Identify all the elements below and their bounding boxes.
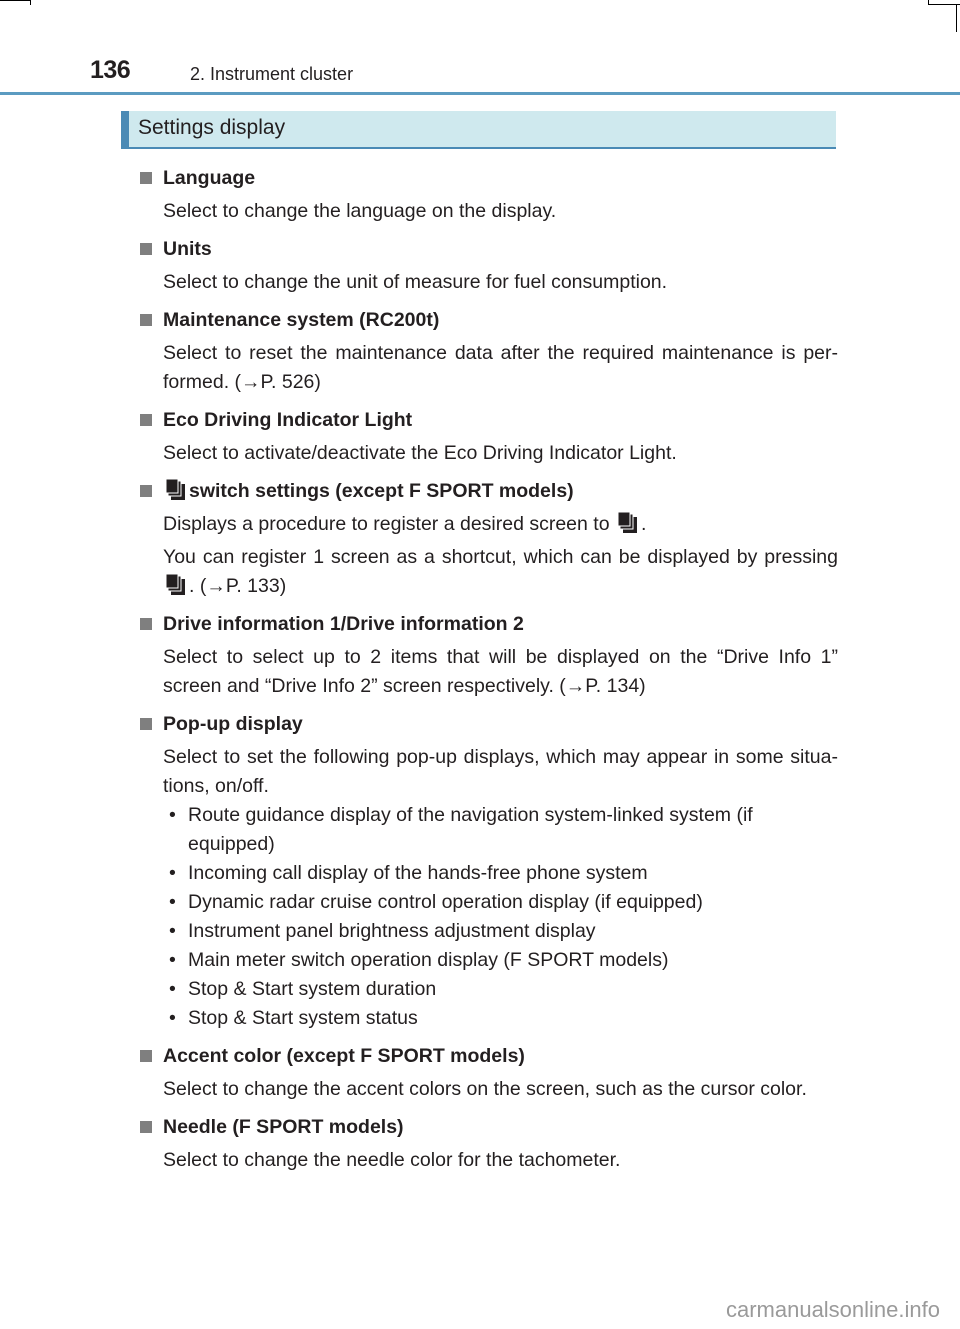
item-description: Select to change the needle color for the tachometer. [163, 1149, 621, 1171]
square-bullet-icon [140, 243, 152, 255]
bullet-dot: • [169, 949, 176, 971]
list-item [138, 305, 838, 397]
square-bullet-icon [140, 414, 152, 426]
square-bullet-icon [140, 1050, 152, 1062]
section-accent [121, 111, 129, 147]
square-bullet-icon [140, 618, 152, 630]
item-description: Select to change the unit of measure for fuel consumption. [163, 271, 668, 293]
list-item [138, 234, 838, 297]
item-description-text: Displays a procedure to register a desired screen to [163, 513, 610, 535]
bullet-dot: • [169, 978, 176, 1000]
header-rule [0, 92, 960, 95]
item-title: switch settings (except F SPORT models) [189, 480, 574, 502]
item-title: Drive information 1/Drive information 2 [163, 613, 524, 635]
bullet-item: • Main meter switch operation display (F SPORT models) [169, 946, 838, 975]
popup-list [169, 801, 838, 1033]
item-description-text: You can register 1 screen as a shortcut, which can be displayed by pressing [163, 546, 838, 568]
item-title: Units [163, 238, 212, 260]
bullet-item: • Incoming call display of the hands-free phone system [169, 859, 838, 888]
item-title: Eco Driving Indicator Light [163, 409, 413, 431]
item-description: Select to change the accent colors on the screen, such as the cursor color. [163, 1078, 807, 1100]
item-title: Language [163, 167, 256, 189]
list-item [138, 609, 838, 701]
display-switch-icon [166, 479, 186, 501]
item-description: Select to reset the maintenance data after the required maintenance is per-formed. (→P. 526) [163, 342, 838, 393]
item-description [163, 510, 838, 539]
item-title: Maintenance system (RC200t) [163, 309, 440, 331]
display-switch-icon [166, 574, 186, 596]
page-number: 136 [90, 56, 131, 84]
crop-mark [928, 0, 929, 5]
list-item [138, 476, 838, 601]
item-title: Pop-up display [163, 713, 303, 735]
list-item [138, 709, 838, 1033]
bullet-item: • Route guidance display of the navigation system-linked system (if equipped) [169, 801, 838, 859]
bullet-dot: • [169, 1007, 176, 1029]
settings-list [138, 155, 838, 1175]
crop-mark [956, 5, 957, 32]
bullet-item: • Stop & Start system duration [169, 975, 838, 1004]
list-item [138, 405, 838, 468]
bullet-dot: • [169, 862, 176, 884]
watermark[interactable]: carmanualsonline.info [725, 1297, 940, 1322]
display-switch-icon [618, 512, 638, 534]
crop-mark [0, 0, 30, 1]
list-item [138, 1112, 838, 1175]
item-description: Select to activate/deactivate the Eco Driving Indicator Light. [163, 442, 677, 464]
square-bullet-icon [140, 718, 152, 730]
chapter-title: 2. Instrument cluster [190, 64, 354, 84]
bullet-item: • Instrument panel brightness adjustment display [169, 917, 838, 946]
item-description: Select to set the following pop-up displays, which may appear in some situa-tions, on/off. [163, 746, 838, 797]
bullet-dot: • [169, 891, 176, 913]
section-heading [121, 111, 836, 149]
bullet-dot: • [169, 920, 176, 942]
section-title: Settings display [138, 116, 286, 139]
square-bullet-icon [140, 172, 152, 184]
list-item [138, 1041, 838, 1104]
list-item [138, 163, 838, 226]
bullet-item: • Stop & Start system status [169, 1004, 838, 1033]
item-description: Select to select up to 2 items that will be displayed on the “Drive Info 1” screen and “Drive Info 2” screen respectively. (→P. 134) [163, 646, 838, 697]
period: . [640, 513, 647, 535]
bullet-item: • Dynamic radar cruise control operation display (if equipped) [169, 888, 838, 917]
item-title: Needle (F SPORT models) [163, 1116, 404, 1138]
item-title: Accent color (except F SPORT models) [163, 1045, 525, 1067]
square-bullet-icon [140, 314, 152, 326]
item-description: Select to change the language on the display. [163, 200, 557, 222]
crop-mark [30, 0, 31, 5]
page-reference: . (→P. 133) [189, 575, 287, 597]
square-bullet-icon [140, 1121, 152, 1133]
bullet-dot: • [169, 804, 176, 826]
square-bullet-icon [140, 485, 152, 497]
item-description [163, 543, 838, 601]
